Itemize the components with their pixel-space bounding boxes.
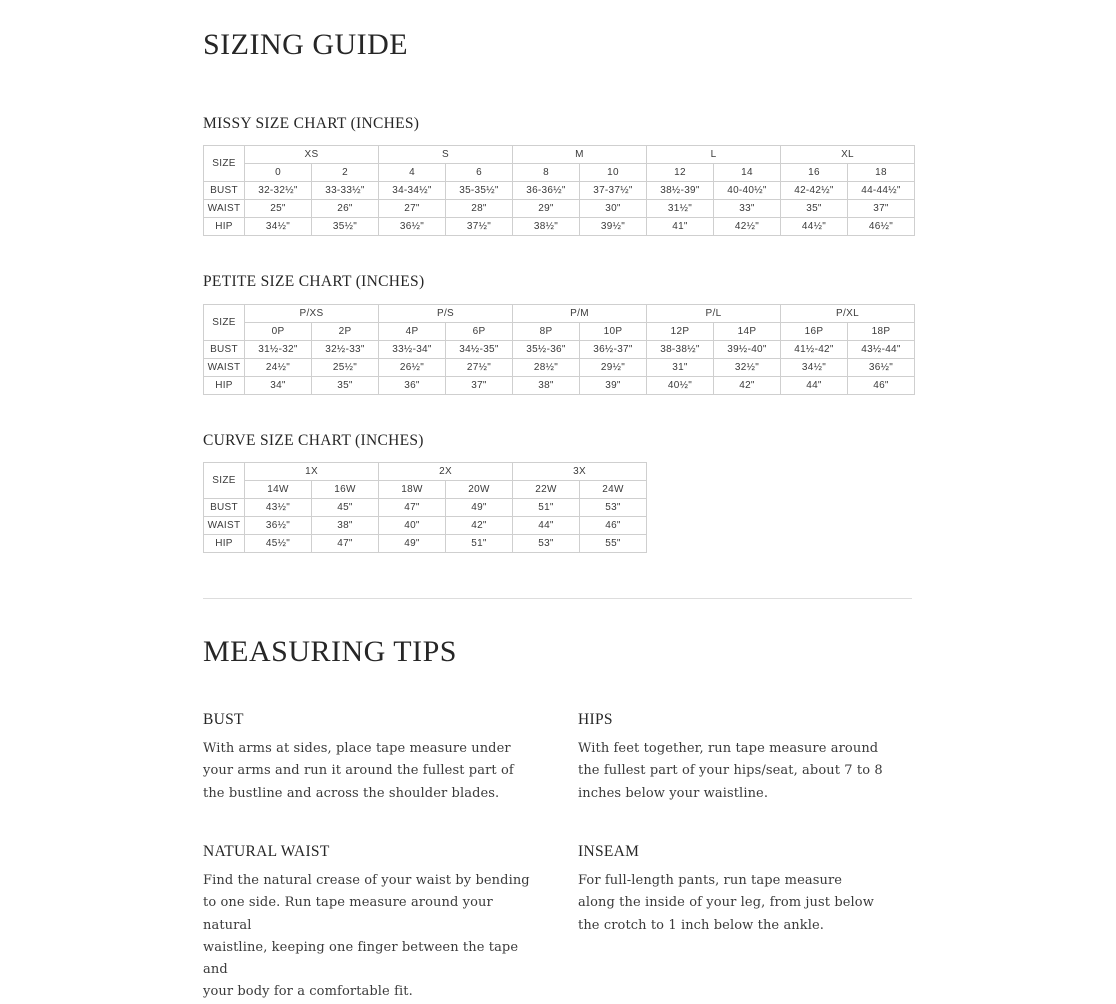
measurement-cell: 45" (312, 499, 379, 517)
size-number-cell: 6 (446, 164, 513, 182)
table-row (204, 535, 647, 553)
tip-text (203, 738, 533, 805)
size-group-row (204, 146, 915, 164)
measurement-cell: 33-33½" (312, 182, 379, 200)
size-number-cell: 12 (647, 164, 714, 182)
measurement-cell: 53" (580, 499, 647, 517)
size-group-header: XS (245, 146, 379, 164)
size-number-cell: 8P (513, 323, 580, 341)
size-number-cell: 4P (379, 323, 446, 341)
measurement-cell: 37-37½" (580, 182, 647, 200)
row-label: BUST (204, 499, 245, 517)
measurement-cell: 35" (312, 377, 379, 395)
measurement-cell: 37" (848, 200, 915, 218)
tip-text (203, 870, 533, 1004)
size-group-header: 1X (245, 463, 379, 481)
measurement-cell: 33½-34" (379, 341, 446, 359)
measurement-cell: 25½" (312, 359, 379, 377)
measurement-cell: 42-42½" (781, 182, 848, 200)
size-group-header: P/XL (781, 305, 915, 323)
measurement-cell: 46½" (848, 218, 915, 236)
size-number-cell: 2P (312, 323, 379, 341)
size-number-cell: 18 (848, 164, 915, 182)
row-label: HIP (204, 377, 245, 395)
row-label: HIP (204, 535, 245, 553)
tip-heading: BUST (203, 711, 244, 728)
measurement-cell: 39½" (580, 218, 647, 236)
table-row (204, 218, 915, 236)
tip-heading: NATURAL WAIST (203, 843, 330, 860)
row-label: BUST (204, 182, 245, 200)
tip-line: With arms at sides, place tape measure under (203, 741, 511, 756)
tip-text (578, 870, 908, 937)
size-group-header: P/S (379, 305, 513, 323)
tip-natural-waist (203, 843, 533, 1004)
size-number-cell: 4 (379, 164, 446, 182)
measurement-cell: 47" (312, 535, 379, 553)
measurement-cell: 30" (580, 200, 647, 218)
tip-line: to one side. Run tape measure around your natural (203, 895, 493, 933)
table-row (204, 517, 647, 535)
measurement-cell: 51" (513, 499, 580, 517)
measurement-cell: 29½" (580, 359, 647, 377)
measurement-cell: 35" (781, 200, 848, 218)
size-number-cell: 18P (848, 323, 915, 341)
measurement-cell: 32½" (714, 359, 781, 377)
measurement-cell: 44" (781, 377, 848, 395)
measurement-cell: 36½" (848, 359, 915, 377)
sizing-guide-title: SIZING GUIDE (203, 28, 409, 61)
missy-chart-title: MISSY SIZE CHART (INCHES) (203, 115, 420, 132)
measurement-cell: 32-32½" (245, 182, 312, 200)
measurement-cell: 28½" (513, 359, 580, 377)
size-number-cell: 0P (245, 323, 312, 341)
size-number-row (204, 323, 915, 341)
tip-bust (203, 711, 533, 805)
size-number-cell: 12P (647, 323, 714, 341)
measurement-cell: 46" (848, 377, 915, 395)
tip-line: Find the natural crease of your waist by bending (203, 873, 530, 888)
measurement-cell: 39" (580, 377, 647, 395)
curve-size-table (203, 462, 647, 553)
size-number-cell: 10 (580, 164, 647, 182)
size-number-cell: 8 (513, 164, 580, 182)
measurement-cell: 33" (714, 200, 781, 218)
table-row (204, 200, 915, 218)
measurement-cell: 36" (379, 377, 446, 395)
row-label: HIP (204, 218, 245, 236)
size-group-header: P/M (513, 305, 647, 323)
row-label: BUST (204, 341, 245, 359)
measurement-cell: 47" (379, 499, 446, 517)
measurement-cell: 34" (245, 377, 312, 395)
measurement-cell: 27½" (446, 359, 513, 377)
size-number-cell: 0 (245, 164, 312, 182)
size-group-header: L (647, 146, 781, 164)
measurement-cell: 28" (446, 200, 513, 218)
measurement-cell: 40" (379, 517, 446, 535)
tip-heading: INSEAM (578, 843, 640, 860)
size-number-cell: 14P (714, 323, 781, 341)
table-row (204, 377, 915, 395)
tip-hips (578, 711, 908, 805)
measurement-cell: 41" (647, 218, 714, 236)
tip-line: your body for a comfortable fit. (203, 984, 413, 1000)
size-group-header: 3X (513, 463, 647, 481)
row-label: WAIST (204, 359, 245, 377)
measurement-cell: 31½" (647, 200, 714, 218)
curve-chart-title: CURVE SIZE CHART (INCHES) (203, 432, 424, 449)
measurement-cell: 38-38½" (647, 341, 714, 359)
section-divider (203, 598, 912, 599)
measurement-cell: 42½" (714, 218, 781, 236)
size-number-cell: 10P (580, 323, 647, 341)
tip-heading: HIPS (578, 711, 613, 728)
measurement-cell: 35½" (312, 218, 379, 236)
measurement-cell: 44" (513, 517, 580, 535)
size-group-header: P/XS (245, 305, 379, 323)
measurement-cell: 31" (647, 359, 714, 377)
measurement-cell: 36½" (245, 517, 312, 535)
measuring-tips-title: MEASURING TIPS (203, 635, 457, 668)
measurement-cell: 53" (513, 535, 580, 553)
size-number-cell: 14W (245, 481, 312, 499)
measurement-cell: 29" (513, 200, 580, 218)
size-number-cell: 16W (312, 481, 379, 499)
measurement-cell: 27" (379, 200, 446, 218)
size-group-row (204, 305, 915, 323)
measurement-cell: 36½" (379, 218, 446, 236)
measurement-cell: 26½" (379, 359, 446, 377)
measurement-cell: 25" (245, 200, 312, 218)
petite-chart-title: PETITE SIZE CHART (INCHES) (203, 273, 425, 290)
tip-line: the bustline and across the shoulder blades. (203, 785, 500, 801)
size-number-cell: 24W (580, 481, 647, 499)
measurement-cell: 40½" (647, 377, 714, 395)
measurement-cell: 37" (446, 377, 513, 395)
measurement-cell: 38" (513, 377, 580, 395)
measurement-cell: 34½" (245, 218, 312, 236)
size-number-cell: 22W (513, 481, 580, 499)
tip-inseam (578, 843, 908, 937)
tip-line: along the inside of your leg, from just below (578, 895, 874, 911)
size-number-cell: 16 (781, 164, 848, 182)
size-group-header: XL (781, 146, 915, 164)
measurement-cell: 44½" (781, 218, 848, 236)
measurement-cell: 49" (379, 535, 446, 553)
table-row (204, 182, 915, 200)
measurement-cell: 42" (714, 377, 781, 395)
measurement-cell: 43½" (245, 499, 312, 517)
measurement-cell: 38½" (513, 218, 580, 236)
tip-line: With feet together, run tape measure around (578, 741, 879, 756)
row-label: WAIST (204, 517, 245, 535)
measurement-cell: 32½-33" (312, 341, 379, 359)
measurement-cell: 38½-39" (647, 182, 714, 200)
tip-line: the fullest part of your hips/seat, about 7 to 8 (578, 763, 883, 779)
table-row (204, 499, 647, 517)
measurement-cell: 36-36½" (513, 182, 580, 200)
size-group-header: M (513, 146, 647, 164)
measurement-cell: 35½-36" (513, 341, 580, 359)
measurement-cell: 34½-35" (446, 341, 513, 359)
measurement-cell: 34½" (781, 359, 848, 377)
measurement-cell: 49" (446, 499, 513, 517)
size-number-cell: 16P (781, 323, 848, 341)
size-number-cell: 2 (312, 164, 379, 182)
measurement-cell: 39½-40" (714, 341, 781, 359)
measurement-cell: 43½-44" (848, 341, 915, 359)
size-group-header: S (379, 146, 513, 164)
size-group-header: 2X (379, 463, 513, 481)
measurement-cell: 41½-42" (781, 341, 848, 359)
measurement-cell: 51" (446, 535, 513, 553)
measurement-cell: 42" (446, 517, 513, 535)
table-row (204, 341, 915, 359)
tip-line: your arms and run it around the fullest part of (203, 763, 514, 779)
size-number-row (204, 481, 647, 499)
tip-line: For full-length pants, run tape measure (578, 873, 843, 888)
size-number-cell: 14 (714, 164, 781, 182)
measurement-cell: 45½" (245, 535, 312, 553)
size-header: SIZE (204, 146, 245, 182)
measurement-cell: 35-35½" (446, 182, 513, 200)
tip-line: the crotch to 1 inch below the ankle. (578, 917, 825, 933)
size-number-cell: 6P (446, 323, 513, 341)
measurement-cell: 44-44½" (848, 182, 915, 200)
size-number-row (204, 164, 915, 182)
measurement-cell: 40-40½" (714, 182, 781, 200)
tip-line: waistline, keeping one finger between the tape and (203, 939, 519, 978)
measurement-cell: 55" (580, 535, 647, 553)
measurement-cell: 36½-37" (580, 341, 647, 359)
size-group-row (204, 463, 647, 481)
size-number-cell: 18W (379, 481, 446, 499)
tip-text (578, 738, 908, 805)
row-label: WAIST (204, 200, 245, 218)
measurement-cell: 34-34½" (379, 182, 446, 200)
measurement-cell: 38" (312, 517, 379, 535)
size-header: SIZE (204, 463, 245, 499)
measurement-cell: 24½" (245, 359, 312, 377)
measurement-cell: 46" (580, 517, 647, 535)
tip-line: inches below your waistline. (578, 785, 769, 801)
table-row (204, 359, 915, 377)
measurement-cell: 31½-32" (245, 341, 312, 359)
size-group-header: P/L (647, 305, 781, 323)
petite-size-table (203, 304, 915, 395)
measurement-cell: 37½" (446, 218, 513, 236)
size-header: SIZE (204, 305, 245, 341)
measurement-cell: 26" (312, 200, 379, 218)
missy-size-table (203, 145, 915, 236)
size-number-cell: 20W (446, 481, 513, 499)
